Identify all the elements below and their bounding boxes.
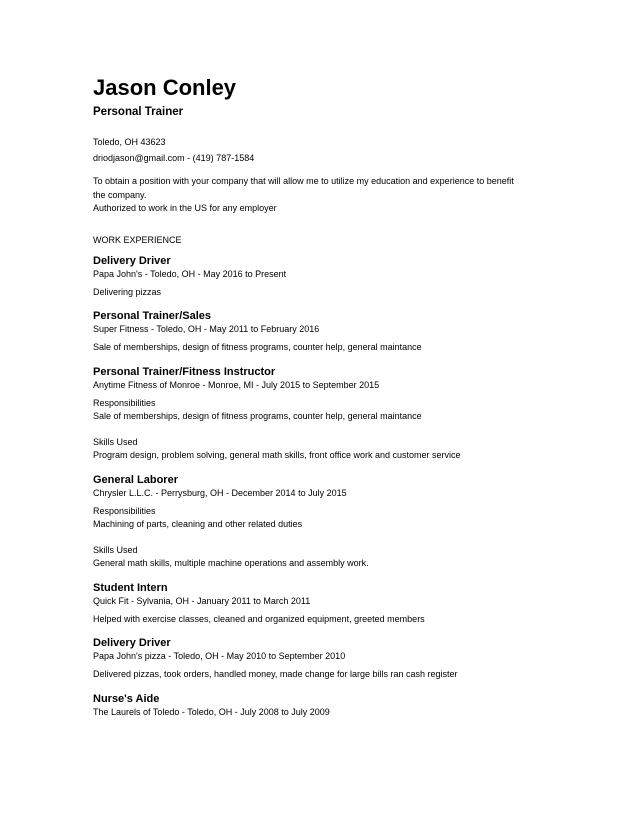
job-description-line: Responsibilities bbox=[93, 397, 156, 408]
job-description bbox=[93, 341, 553, 355]
job-description-line: Delivered pizzas, took orders, handled money, made change for large bills ran cash register bbox=[93, 669, 458, 679]
job-description bbox=[93, 613, 553, 627]
job-description bbox=[93, 668, 553, 682]
job-employer-dates: Papa John's pizza - Toledo, OH - May 2010 to September 2010 bbox=[93, 651, 346, 661]
job-description bbox=[93, 505, 553, 532]
job-description-line: Skills Used bbox=[93, 544, 138, 555]
job-entry bbox=[93, 255, 553, 300]
candidate-name: Jason Conley bbox=[93, 75, 237, 100]
job-description bbox=[93, 397, 553, 424]
job-entry bbox=[93, 474, 553, 571]
work-experience-heading: WORK EXPERIENCE bbox=[93, 234, 182, 245]
objective-section bbox=[93, 175, 553, 216]
job-description-line: Helped with exercise classes, cleaned and organized equipment, greeted members bbox=[93, 613, 425, 624]
job-description-line: Sale of memberships, design of fitness programs, counter help, general maintance bbox=[93, 342, 422, 352]
job-description bbox=[93, 544, 553, 571]
job-employer-dates: Quick Fit - Sylvania, OH - January 2011 to March 2011 bbox=[93, 595, 311, 606]
location-text: Toledo, OH 43623 bbox=[93, 137, 166, 147]
objective-line: To obtain a position with your company that will allow me to utilize my education and experience to benefit bbox=[93, 176, 514, 186]
job-employer-dates: Anytime Fitness of Monroe - Monroe, MI - July 2015 to September 2015 bbox=[93, 379, 380, 390]
contact-info bbox=[93, 134, 553, 166]
job-employer-dates: Super Fitness - Toledo, OH - May 2011 to February 2016 bbox=[93, 324, 320, 334]
resume-page bbox=[93, 74, 553, 718]
job-entry bbox=[93, 693, 553, 718]
job-employer-dates: Papa John's - Toledo, OH - May 2016 to Present bbox=[93, 268, 287, 279]
job-description-line: Sale of memberships, design of fitness programs, counter help, general maintance bbox=[93, 411, 422, 421]
work-experience-list bbox=[93, 255, 553, 718]
job-description bbox=[93, 286, 553, 300]
job-entry bbox=[93, 637, 553, 682]
job-title: Student Intern bbox=[93, 581, 168, 594]
job-description-line: Program design, problem solving, general math skills, front office work and customer service bbox=[93, 450, 461, 460]
job-description bbox=[93, 436, 553, 463]
email-phone-text: driodjason@gmail.com - (419) 787-1584 bbox=[93, 153, 255, 163]
work-authorization-text: Authorized to work in the US for any employer bbox=[93, 203, 277, 213]
candidate-headline: Personal Trainer bbox=[93, 106, 184, 118]
job-title: Nurse's Aide bbox=[93, 692, 160, 705]
objective-line: the company. bbox=[93, 189, 147, 200]
job-description-line: Responsibilities bbox=[93, 505, 156, 516]
job-description-line: Skills Used bbox=[93, 436, 138, 447]
job-employer-dates: Chrysler L.L.C. - Perrysburg, OH - December 2014 to July 2015 bbox=[93, 487, 347, 498]
job-employer-dates: The Laurels of Toledo - Toledo, OH - July 2008 to July 2009 bbox=[93, 706, 330, 717]
job-title: Delivery Driver bbox=[93, 254, 171, 267]
job-entry bbox=[93, 366, 553, 463]
job-title: Personal Trainer/Fitness Instructor bbox=[93, 365, 276, 378]
job-title: Personal Trainer/Sales bbox=[93, 310, 212, 322]
job-title: General Laborer bbox=[93, 473, 178, 486]
job-entry bbox=[93, 582, 553, 627]
job-entry bbox=[93, 310, 553, 355]
job-title: Delivery Driver bbox=[93, 637, 171, 649]
job-description-line: General math skills, multiple machine operations and assembly work. bbox=[93, 558, 369, 568]
job-description-line: Machining of parts, cleaning and other related duties bbox=[93, 519, 303, 529]
job-description-line: Delivering pizzas bbox=[93, 286, 162, 297]
